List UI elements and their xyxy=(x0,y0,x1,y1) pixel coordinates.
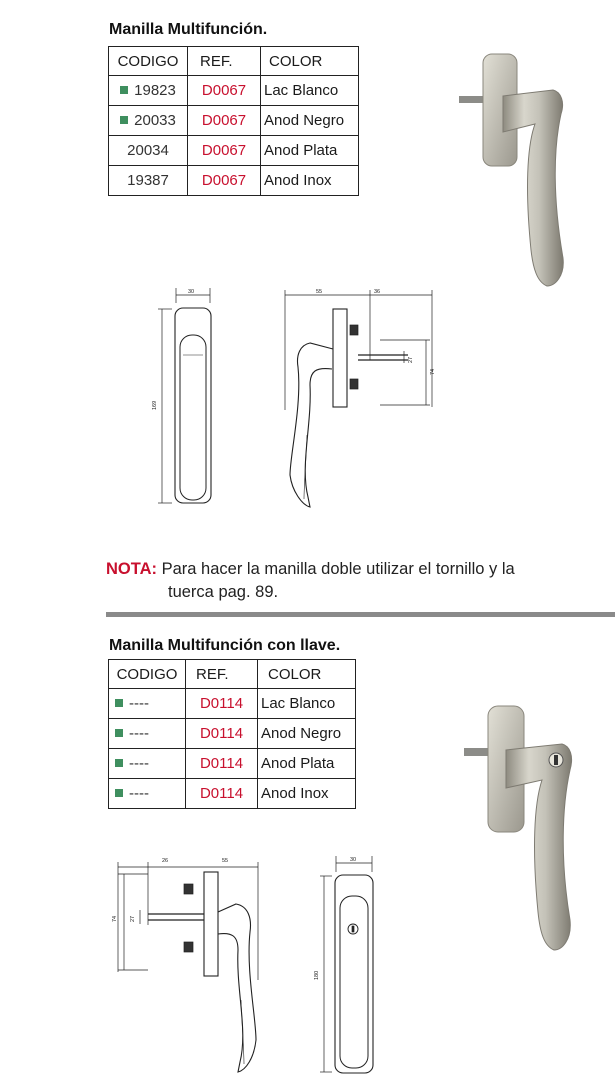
lever-shape xyxy=(503,90,563,286)
dim-spindle-2: 27 xyxy=(130,915,136,922)
section1-title: Manilla Multifunción. xyxy=(109,21,268,38)
cell-codigo xyxy=(109,76,188,106)
cell-codigo xyxy=(109,719,186,749)
cell-codigo xyxy=(109,779,186,809)
dim-front-height-2: 180 xyxy=(314,970,320,980)
green-square-icon xyxy=(115,759,123,767)
table-row xyxy=(109,166,359,196)
cell-color: Anod Inox xyxy=(258,779,356,809)
dim-side-depth-1: 55 xyxy=(316,289,323,295)
codigo-value: 20034 xyxy=(127,142,169,159)
header-ref: REF. xyxy=(186,660,258,689)
section2-table xyxy=(108,659,356,809)
header-color: COLOR xyxy=(258,660,356,689)
cell-codigo xyxy=(109,136,188,166)
codigo-value: ---- xyxy=(129,695,149,712)
cell-ref: D0067 xyxy=(188,106,261,136)
section2-title: Manilla Multifunción con llave. xyxy=(109,637,341,654)
technical-drawing-side-1 xyxy=(280,285,440,515)
dim-side-height-2: 74 xyxy=(112,915,118,922)
dim-front-width-2: 30 xyxy=(350,857,357,863)
cell-ref: D0067 xyxy=(188,136,261,166)
note-line-1: Para hacer la manilla doble utilizar el tornillo y la xyxy=(161,560,515,578)
cell-color: Anod Plata xyxy=(258,749,356,779)
table-row xyxy=(109,749,356,779)
dim-spindle-1: 27 xyxy=(408,356,414,363)
codigo-value: 19387 xyxy=(127,172,169,189)
technical-drawing-front-2 xyxy=(310,850,390,1080)
section-divider xyxy=(106,612,615,617)
handle-photo-1 xyxy=(455,50,585,300)
codigo-value: ---- xyxy=(129,725,149,742)
dim-side-offset-1: 36 xyxy=(374,289,381,295)
green-square-icon xyxy=(115,699,123,707)
codigo-value: 20033 xyxy=(134,112,176,129)
cell-color: Lac Blanco xyxy=(261,76,359,106)
note-label: NOTA: xyxy=(106,560,158,578)
header-codigo: CODIGO xyxy=(109,660,186,689)
handle-photo-2 xyxy=(462,700,592,962)
header-codigo: CODIGO xyxy=(109,47,188,76)
table-row xyxy=(109,719,356,749)
header-ref: REF. xyxy=(188,47,261,76)
technical-drawing-front-1 xyxy=(150,285,230,515)
cell-color: Anod Plata xyxy=(261,136,359,166)
section1-table xyxy=(108,46,359,196)
cell-color: Anod Inox xyxy=(261,166,359,196)
codigo-value: 19823 xyxy=(134,82,176,99)
cell-codigo xyxy=(109,106,188,136)
dim-front-width-1: 30 xyxy=(188,289,195,295)
technical-drawing-side-2 xyxy=(108,850,268,1080)
cell-ref: D0114 xyxy=(186,689,258,719)
table-header-row xyxy=(109,660,356,689)
keyhole-shape xyxy=(554,755,558,765)
dim-side-depth-2: 55 xyxy=(222,858,229,864)
green-square-icon xyxy=(115,729,123,737)
dim-front-height-1: 169 xyxy=(152,400,158,410)
table-row xyxy=(109,779,356,809)
cell-ref: D0067 xyxy=(188,166,261,196)
cell-ref: D0067 xyxy=(188,76,261,106)
note-block xyxy=(106,558,606,604)
cell-ref: D0114 xyxy=(186,749,258,779)
lever-shape xyxy=(506,744,572,950)
codigo-value: ---- xyxy=(129,755,149,772)
cell-color: Anod Negro xyxy=(261,106,359,136)
codigo-value: ---- xyxy=(129,785,149,802)
note-line-2: tuerca pag. 89. xyxy=(168,583,279,601)
green-square-icon xyxy=(120,116,128,124)
table-row xyxy=(109,106,359,136)
table-header-row xyxy=(109,47,359,76)
green-square-icon xyxy=(115,789,123,797)
header-color: COLOR xyxy=(261,47,359,76)
cell-color: Anod Negro xyxy=(258,719,356,749)
table-row xyxy=(109,136,359,166)
cell-codigo xyxy=(109,749,186,779)
dim-side-height-1: 74 xyxy=(430,368,436,375)
cell-codigo xyxy=(109,689,186,719)
green-square-icon xyxy=(120,86,128,94)
cell-color: Lac Blanco xyxy=(258,689,356,719)
cell-codigo xyxy=(109,166,188,196)
cell-ref: D0114 xyxy=(186,779,258,809)
dim-side-offset-2: 26 xyxy=(162,858,169,864)
cell-ref: D0114 xyxy=(186,719,258,749)
table-row xyxy=(109,689,356,719)
table-row xyxy=(109,76,359,106)
